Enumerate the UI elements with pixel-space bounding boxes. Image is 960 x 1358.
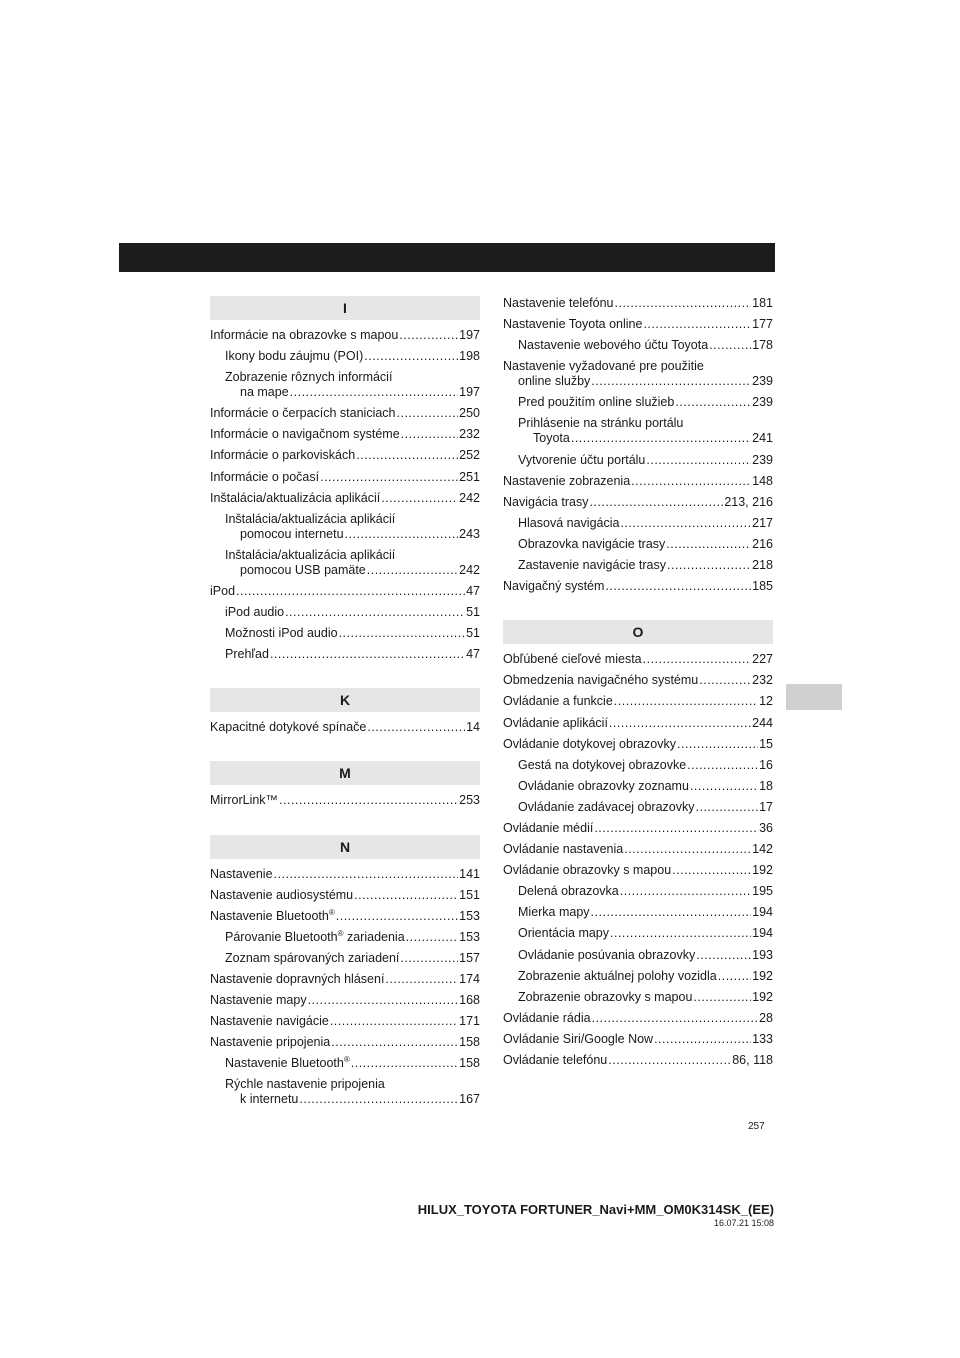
section-letter-k: K bbox=[210, 688, 480, 712]
index-entry: Ovládanie rádia ..... 28 bbox=[503, 1011, 773, 1026]
index-subentry: Pred použitím online služieb ..... 239 bbox=[503, 395, 773, 410]
index-subentry: Mierka mapy ..... 194 bbox=[503, 905, 773, 920]
index-entry: Nastavenie Toyota online ..... 177 bbox=[503, 317, 773, 332]
index-entry: Ovládanie aplikácií ..... 244 bbox=[503, 716, 773, 731]
index-subentry: Inštalácia/aktualizácia aplikácií pomocou USB pamäte ..... 242 bbox=[210, 548, 480, 578]
index-entry: Obmedzenia navigačného systému ..... 232 bbox=[503, 673, 773, 688]
index-entry: Nastavenie audiosystému ..... 151 bbox=[210, 888, 480, 903]
index-column-left bbox=[210, 296, 480, 1114]
index-entry: Navigačný systém ..... 185 bbox=[503, 579, 773, 594]
index-entry: Ovládanie médií ..... 36 bbox=[503, 821, 773, 836]
index-entry: Ovládanie nastavenia ..... 142 bbox=[503, 842, 773, 857]
index-entry: Informácie o čerpacích staniciach ..... 250 bbox=[210, 406, 480, 421]
index-subentry: Vytvorenie účtu portálu ..... 239 bbox=[503, 453, 773, 468]
index-entry: Nastavenie mapy ..... 168 bbox=[210, 993, 480, 1008]
index-subentry: Orientácia mapy ..... 194 bbox=[503, 926, 773, 941]
index-subentry: Hlasová navigácia ..... 217 bbox=[503, 516, 773, 531]
page-number: 257 bbox=[748, 1121, 765, 1132]
index-column-right bbox=[503, 296, 773, 1074]
print-timestamp: 16.07.21 15:08 bbox=[713, 1218, 774, 1228]
header-bar bbox=[119, 243, 775, 272]
section-letter-o: O bbox=[503, 620, 773, 644]
index-subentry: Párovanie Bluetooth® zariadenia ..... 153 bbox=[210, 930, 480, 945]
index-entry: Inštalácia/aktualizácia aplikácií ..... 242 bbox=[210, 491, 480, 506]
index-subentry: Ikony bodu záujmu (POI) ..... 198 bbox=[210, 349, 480, 364]
index-subentry: Delená obrazovka ..... 195 bbox=[503, 884, 773, 899]
section-letter-i: I bbox=[210, 296, 480, 320]
index-entry: iPod ..... 47 bbox=[210, 584, 480, 599]
index-entry: Informácie o parkoviskách ..... 252 bbox=[210, 448, 480, 463]
index-subentry: Zastavenie navigácie trasy ..... 218 bbox=[503, 558, 773, 573]
index-entry: Obľúbené cieľové miesta ..... 227 bbox=[503, 652, 773, 667]
index-subentry: Prihlásenie na stránku portálu Toyota ..... 241 bbox=[503, 416, 773, 446]
section-letter-m: M bbox=[210, 761, 480, 785]
index-subentry: Inštalácia/aktualizácia aplikácií pomocou internetu ..... 243 bbox=[210, 512, 480, 542]
index-entry: Ovládanie telefónu ..... 86, 118 bbox=[503, 1053, 773, 1068]
index-entry: Ovládanie a funkcie ..... 12 bbox=[503, 694, 773, 709]
index-subentry: Možnosti iPod audio ..... 51 bbox=[210, 626, 480, 641]
index-subentry: Obrazovka navigácie trasy ..... 216 bbox=[503, 537, 773, 552]
index-subentry: Ovládanie obrazovky zoznamu ..... 18 bbox=[503, 779, 773, 794]
index-subentry: Ovládanie posúvania obrazovky ..... 193 bbox=[503, 948, 773, 963]
index-entry: Informácie na obrazovke s mapou ..... 197 bbox=[210, 328, 480, 343]
index-entry: Nastavenie Bluetooth® ..... 153 bbox=[210, 909, 480, 924]
section-letter-n: N bbox=[210, 835, 480, 859]
index-subentry: Zoznam spárovaných zariadení ..... 157 bbox=[210, 951, 480, 966]
index-entry: MirrorLink™ ..... 253 bbox=[210, 793, 480, 808]
index-entry: Nastavenie telefónu ..... 181 bbox=[503, 296, 773, 311]
index-entry: Nastavenie pripojenia ..... 158 bbox=[210, 1035, 480, 1050]
document-code: HILUX_TOYOTA FORTUNER_Navi+MM_OM0K314SK_(EE) bbox=[417, 1202, 774, 1217]
index-subentry: Nastavenie Bluetooth® ..... 158 bbox=[210, 1056, 480, 1071]
index-subentry: Ovládanie zadávacej obrazovky ..... 17 bbox=[503, 800, 773, 815]
index-subentry: Nastavenie webového účtu Toyota ..... 178 bbox=[503, 338, 773, 353]
index-entry: Navigácia trasy ..... 213, 216 bbox=[503, 495, 773, 510]
index-subentry: Zobrazenie obrazovky s mapou ..... 192 bbox=[503, 990, 773, 1005]
index-entry: Nastavenie zobrazenia ..... 148 bbox=[503, 474, 773, 489]
index-entry: Ovládanie dotykovej obrazovky ..... 15 bbox=[503, 737, 773, 752]
index-entry: Ovládanie Siri/Google Now ..... 133 bbox=[503, 1032, 773, 1047]
index-entry: Nastavenie ..... 141 bbox=[210, 867, 480, 882]
index-entry: Informácie o navigačnom systéme ..... 232 bbox=[210, 427, 480, 442]
index-entry: Nastavenie navigácie ..... 171 bbox=[210, 1014, 480, 1029]
index-subentry: Zobrazenie rôznych informácií na mape ..... 197 bbox=[210, 370, 480, 400]
index-entry: Informácie o počasí ..... 251 bbox=[210, 470, 480, 485]
index-subentry: Gestá na dotykovej obrazovke ..... 16 bbox=[503, 758, 773, 773]
index-subentry: Prehľad ..... 47 bbox=[210, 647, 480, 662]
section-thumb-tab bbox=[786, 684, 842, 710]
index-entry: Ovládanie obrazovky s mapou ..... 192 bbox=[503, 863, 773, 878]
index-entry: Nastavenie vyžadované pre použitie online služby ..... 239 bbox=[503, 359, 773, 389]
document-footer bbox=[418, 1202, 774, 1228]
index-entry: Nastavenie dopravných hlásení ..... 174 bbox=[210, 972, 480, 987]
index-entry: Kapacitné dotykové spínače ..... 14 bbox=[210, 720, 480, 735]
index-subentry: iPod audio ..... 51 bbox=[210, 605, 480, 620]
index-subentry: Zobrazenie aktuálnej polohy vozidla ..... 192 bbox=[503, 969, 773, 984]
index-subentry: Rýchle nastavenie pripojenia k internetu ..... 167 bbox=[210, 1077, 480, 1107]
